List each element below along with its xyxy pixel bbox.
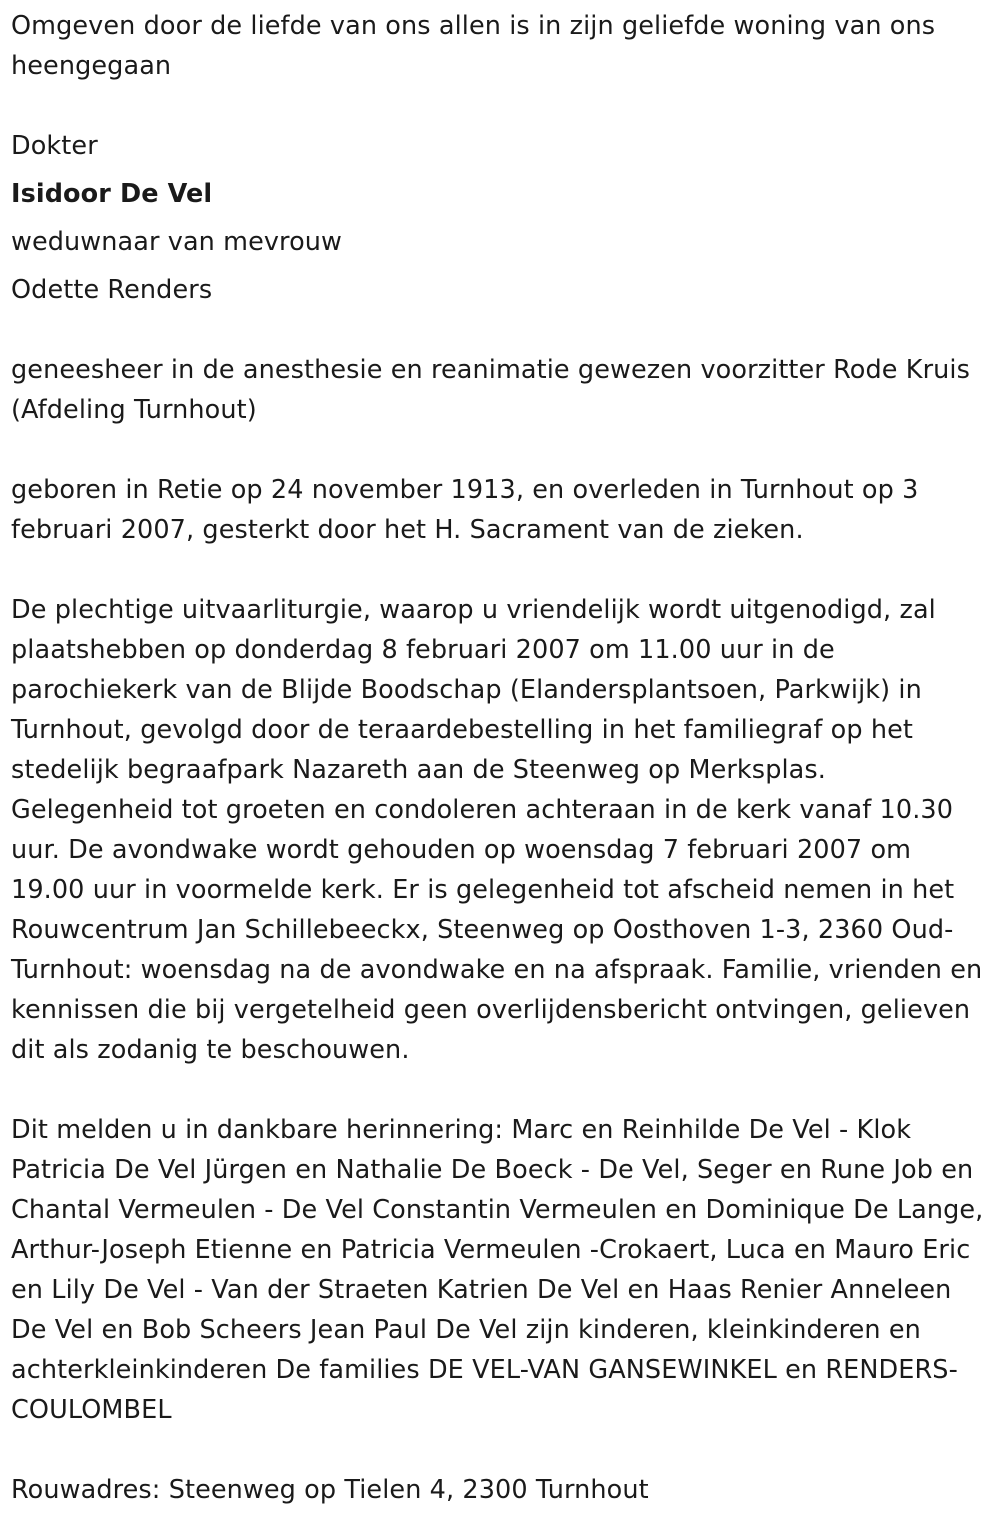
mourning-address: Rouwadres: Steenweg op Tielen 4, 2300 Turnhout — [11, 1475, 649, 1505]
spouse-name: Odette Renders — [11, 275, 213, 305]
funeral-details: De plechtige uitvaarliturgie, waarop u vriendelijk wordt uitgenodigd, zal plaatshebben op donderdag 8 februari 2007 om 11.00 uur in de parochiekerk van de Blijde Boodschap (Elandersplantsoen, Parkwijk) in Turnhout, gevolgd door de teraardebestelling in het familiegraf op het stedelijk begraafpark Nazareth aan de Steenweg op Merksplas. Gelegenheid tot groeten en condoleren achteraan in de kerk vanaf 10.30 uur. De avondwake wordt gehouden op woensdag 7 februari 2007 om 19.00 uur in voormelde kerk. Er is gelegenheid tot afscheid nemen in het Rouwcentrum Jan Schillebeeckx, Steenweg op Oosthoven 1-3, 2360 Oud-Turnhout: woensdag na de avondwake en na afspraak. Familie, vrienden en kennissen die bij vergetelheid geen overlijdensbericht ontvingen, gelieven dit als zodanig te beschouwen. — [11, 595, 983, 1065]
profession-text: geneesheer in de anesthesie en reanimatie gewezen voorzitter Rode Kruis (Afdeling Turnhout) — [11, 355, 970, 425]
deceased-name: Isidoor De Vel — [11, 179, 213, 209]
family-announcement: Dit melden u in dankbare herinnering: Marc en Reinhilde De Vel - Klok Patricia De Vel Jürgen en Nathalie De Boeck - De Vel, Seger en Rune Job en Chantal Vermeulen - De Vel Constantin Vermeulen en Dominique De Lange, Arthur-Joseph Etienne en Patricia Vermeulen -Crokaert, Luca en Mauro Eric en Lily De Vel - Van der Straeten Katrien De Vel en Haas Renier Anneleen De Vel en Bob Scheers Jean Paul De Vel zijn kinderen, kleinkinderen en achterkleinkinderen De families DE VEL-VAN GANSEWINKEL en RENDERS-COULOMBEL — [11, 1115, 984, 1425]
title-text: Dokter — [11, 131, 98, 161]
intro-text: Omgeven door de liefde van ons allen is in zijn geliefde woning van ons heengegaan — [11, 11, 936, 81]
widower-text: weduwnaar van mevrouw — [11, 227, 342, 257]
birth-death-text: geboren in Retie op 24 november 1913, en overleden in Turnhout op 3 februari 2007, gesterkt door het H. Sacrament van de zieken. — [11, 475, 919, 545]
